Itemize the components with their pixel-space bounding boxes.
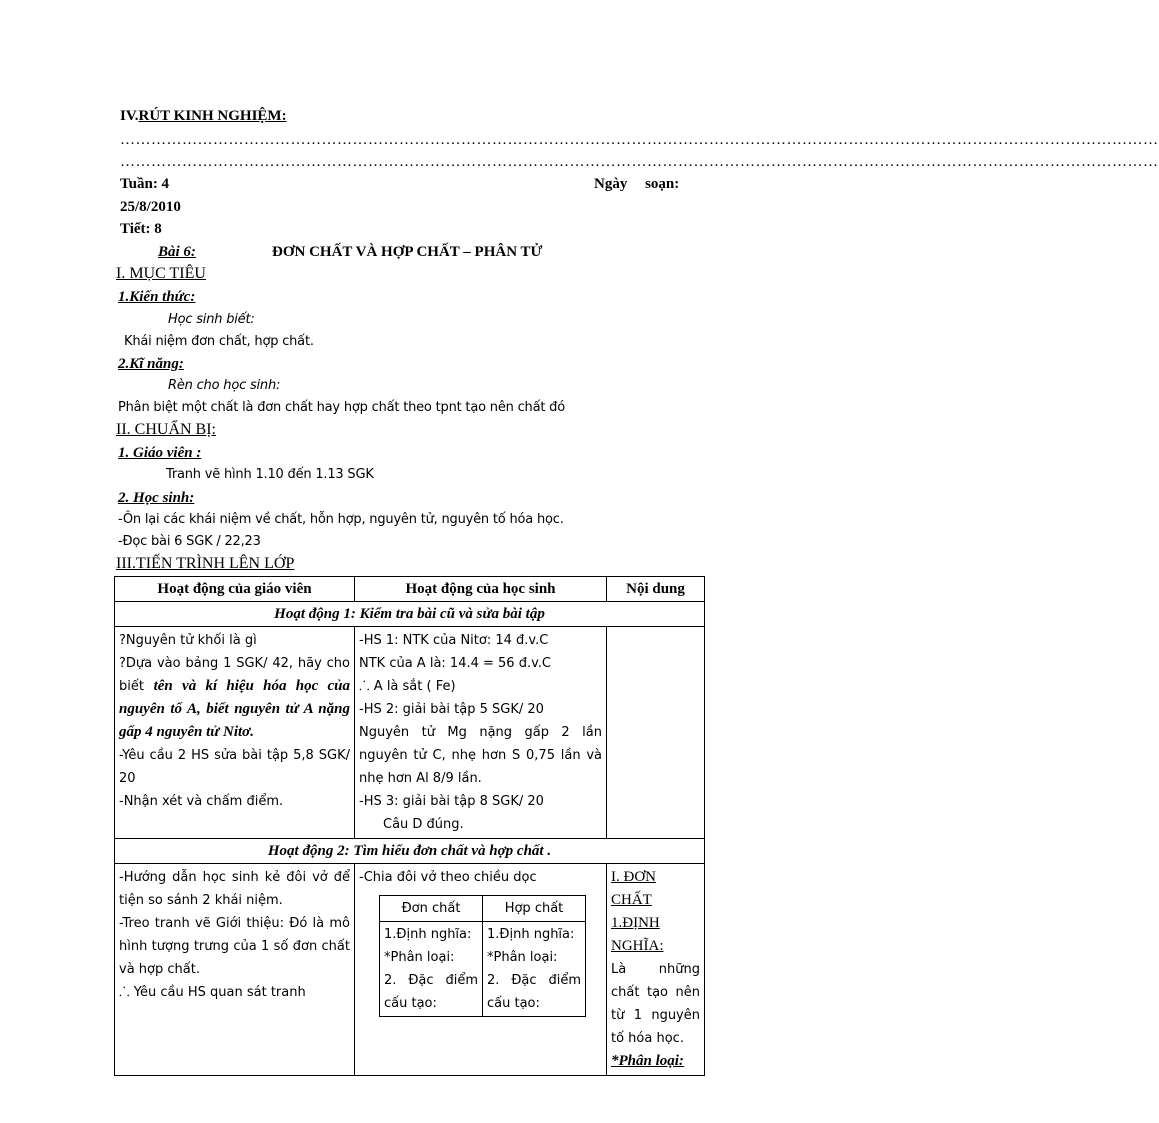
muc-tieu-heading bbox=[116, 264, 206, 284]
kien-thuc-intro: Học sinh biết: bbox=[168, 312, 255, 327]
hd2-gv-line-3-text: Yêu cầu HS quan sát tranh bbox=[133, 985, 306, 1000]
hd1-gv-q2-plain: ?Dựa vào bảng 1 SGK/ 42, hãy cho biết bbox=[119, 656, 350, 694]
hoc-sinh-line-2: -Đọc bài 6 SGK / 22,23 bbox=[118, 534, 261, 549]
rut-kinh-nghiem-title: RÚT KINH NGHIỆM: bbox=[138, 108, 287, 124]
kien-thuc-text: Khái niệm đơn chất, hợp chất. bbox=[124, 334, 314, 349]
rut-kinh-nghiem-heading bbox=[120, 106, 287, 126]
tiet-label: Tiết: 8 bbox=[120, 221, 162, 237]
don-chat-dinh-nghia: 1.Định nghĩa: bbox=[384, 927, 472, 942]
giao-vien-label bbox=[118, 443, 201, 463]
tien-trinh-text: III.TIẾN TRÌNH LÊN LỚP bbox=[116, 555, 295, 572]
comparison-col-don-chat: Đơn chất bbox=[380, 896, 483, 922]
col-header-nd: Nội dung bbox=[607, 577, 705, 602]
lesson-plan-table bbox=[114, 576, 705, 1076]
hd1-hs-line-4: -HS 2: giải bài tập 5 SGK/ 20 bbox=[359, 702, 544, 717]
hd1-hs-line-1: -HS 1: NTK của Nitơ: 14 đ.v.C bbox=[359, 633, 549, 648]
hop-chat-dinh-nghia: 1.Định nghĩa: bbox=[487, 927, 575, 942]
bai-label: Bài 6: bbox=[158, 244, 196, 260]
lesson-title: ĐƠN CHẤT VÀ HỢP CHẤT – PHÂN TỬ bbox=[272, 244, 543, 260]
hoc-sinh-text: 2. Học sinh: bbox=[118, 490, 195, 506]
hoc-sinh-label bbox=[118, 488, 194, 508]
hoat-dong-1-content bbox=[115, 627, 705, 839]
hd2-gv-cell bbox=[115, 864, 355, 1076]
hd2-hs-line-1: -Chia đôi vở theo chiều dọc bbox=[359, 870, 537, 885]
hd1-gv-question-2 bbox=[119, 652, 350, 744]
comparison-body bbox=[380, 922, 586, 1017]
col-header-hs: Hoạt động của học sinh bbox=[355, 577, 607, 602]
hop-chat-phan-loai: *Phân loại: bbox=[487, 950, 558, 965]
hd2-nd-phan-loai: *Phân loại: bbox=[611, 1053, 684, 1069]
hoat-dong-2-title: Hoạt động 2: Tìm hiểu đơn chất và hợp chất . bbox=[115, 839, 705, 864]
hd1-hs-cell bbox=[355, 627, 607, 839]
ki-nang-text: Phân biệt một chất là đơn chất hay hợp chất theo tpnt tạo nên chất đó bbox=[118, 400, 565, 415]
hd1-nd-cell bbox=[607, 627, 705, 839]
table-header-row bbox=[115, 577, 705, 602]
hd1-hs-line-3 bbox=[359, 675, 602, 698]
hd1-hs-line-6: -HS 3: giải bài tập 8 SGK/ 20 bbox=[359, 794, 544, 809]
hd2-hs-cell bbox=[355, 864, 607, 1076]
muc-tieu-text: I. MỤC TIÊU bbox=[116, 265, 206, 282]
comparison-header bbox=[380, 896, 586, 922]
comparison-hop-chat-cell bbox=[483, 922, 586, 1017]
don-chat-dac-diem: 2. Đặc điểm cấu tạo: bbox=[384, 973, 478, 1011]
giao-vien-content: Tranh vẽ hình 1.10 đến 1.13 SGK bbox=[166, 467, 374, 482]
giao-vien-text: 1. Giáo viên : bbox=[118, 445, 202, 461]
hd2-gv-line-1: -Hướng dẫn học sinh kẻ đôi vở để tiện so sánh 2 khái niệm. bbox=[119, 870, 350, 908]
hd1-hs-line-5: Nguyên tử Mg nặng gấp 2 lần nguyên tử C, nhẹ hơn S 0,75 lần và nhẹ hơn Al 8/9 lần. bbox=[359, 725, 602, 786]
hd2-gv-line-3 bbox=[119, 981, 350, 1004]
hd2-nd-cell bbox=[607, 864, 705, 1076]
hd1-gv-q2-emph: tên và kí hiệu hóa học của nguyên tố A, biết nguyên tử A nặng gấp 4 nguyên tử Nitơ. bbox=[119, 678, 350, 740]
hd1-hs-line-2: NTK của A là: 14.4 = 56 đ.v.C bbox=[359, 656, 551, 671]
don-chat-phan-loai: *Phân loại: bbox=[384, 950, 455, 965]
hoat-dong-1-row bbox=[115, 602, 705, 627]
comparison-col-hop-chat: Hợp chất bbox=[483, 896, 586, 922]
chuan-bi-text: II. CHUẨN BỊ: bbox=[116, 421, 216, 438]
hd2-nd-definition: Là những chất tạo nên từ 1 nguyên tố hóa học. bbox=[611, 962, 700, 1046]
col-header-gv: Hoạt động của giáo viên bbox=[115, 577, 355, 602]
hd1-gv-grading: -Nhận xét và chấm điểm. bbox=[119, 794, 284, 809]
hoat-dong-1-title: Hoạt động 1: Kiểm tra bài cũ và sửa bài tập bbox=[115, 602, 705, 627]
kien-thuc-label: 1.Kiến thức: bbox=[118, 289, 196, 305]
comparison-don-chat-cell bbox=[380, 922, 483, 1017]
hop-chat-dac-diem: 2. Đặc điểm cấu tạo: bbox=[487, 973, 581, 1011]
date-label: 25/8/2010 bbox=[120, 199, 181, 215]
hoat-dong-2-row bbox=[115, 839, 705, 864]
hd2-gv-line-2-text: -Treo tranh vẽ Giới thiệu: Đó là mô hình tượng trưng của 1 số đơn chất và hợp chất. bbox=[119, 916, 350, 977]
hd2-nd-subheading: 1.ĐỊNH NGHĨA: bbox=[611, 915, 664, 954]
therefore-symbol-icon: ⸫ bbox=[359, 679, 374, 694]
hoat-dong-2-content bbox=[115, 864, 705, 1076]
hd1-hs-line-3-text: A là sắt ( Fe) bbox=[373, 679, 456, 694]
tien-trinh-heading bbox=[116, 554, 294, 574]
ki-nang-label: 2.Kĩ năng: bbox=[118, 356, 184, 372]
hd1-gv-cell bbox=[115, 627, 355, 839]
section-number: IV. bbox=[120, 108, 139, 124]
hd2-nd-heading: I. ĐƠN CHẤT bbox=[611, 869, 656, 908]
chuan-bi-heading bbox=[116, 420, 216, 440]
tuan-label: Tuần: 4 bbox=[120, 176, 170, 192]
hd1-gv-request: -Yêu cầu 2 HS sửa bài tập 5,8 SGK/ 20 bbox=[119, 748, 350, 786]
therefore-symbol-icon: ⸫ bbox=[119, 985, 134, 1000]
hd1-gv-question-1: ?Nguyên tử khối là gì bbox=[119, 633, 257, 648]
dotted-line-1: ………………………………………………………………………………………………………………………………………………………………………………… bbox=[120, 132, 1159, 148]
dotted-line-2: ………………………………………………………………………………………………………………………………………………………………………………… bbox=[120, 154, 1159, 170]
hd2-gv-line-2 bbox=[119, 912, 350, 981]
hd1-hs-line-7: Câu D đúng. bbox=[383, 817, 464, 832]
comparison-table bbox=[379, 895, 586, 1017]
ngay-soan-label: Ngày soạn: bbox=[594, 176, 680, 192]
hoc-sinh-line-1: -Ôn lại các khái niệm về chất, hỗn hợp, nguyên tử, nguyên tố hóa học. bbox=[118, 512, 564, 527]
ki-nang-intro: Rèn cho học sinh: bbox=[168, 378, 281, 393]
